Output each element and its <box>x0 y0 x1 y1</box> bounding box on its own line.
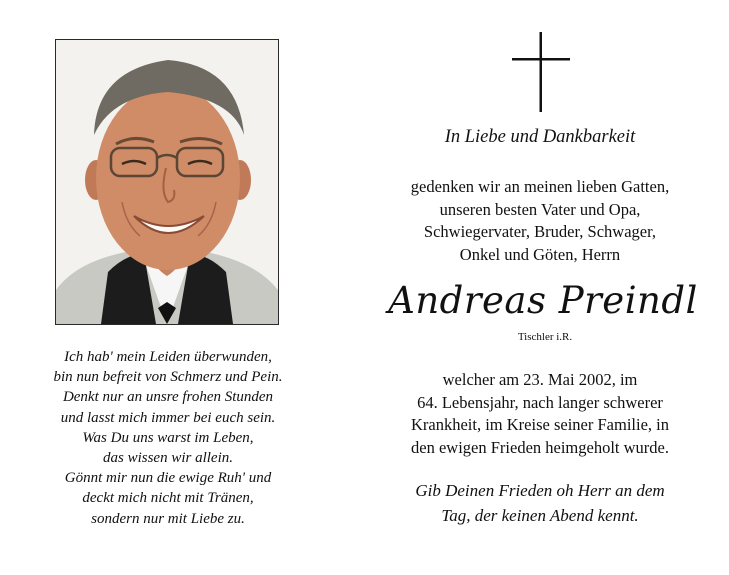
death-details <box>370 369 710 459</box>
details-line: 64. Lebensjahr, nach langer schwerer <box>417 392 663 412</box>
prayer-line: Tag, der keinen Abend kennt. <box>441 506 639 525</box>
cross-icon <box>512 32 570 112</box>
poem-line: deckt mich nicht mit Tränen, <box>82 490 254 507</box>
poem-line: Was Du uns warst im Leben, <box>82 429 254 446</box>
memorial-poem <box>22 347 314 529</box>
portrait-photo <box>55 39 279 325</box>
portrait-image <box>56 40 278 324</box>
poem-line: und lasst mich immer bei euch sein. <box>60 409 276 426</box>
heading: In Liebe und Dankbarkeit <box>444 127 636 147</box>
occupation: Tischler i.R. <box>517 331 573 343</box>
poem-line: bin nun befreit von Schmerz und Pein. <box>53 369 283 386</box>
poem-line: Ich hab' mein Leiden überwunden, <box>64 349 272 365</box>
deceased-name: Andreas Preindl <box>388 279 698 322</box>
details-line: welcher am 23. Mai 2002, im <box>442 370 638 389</box>
poem-line: Gönnt mir nun die ewige Ruh' und <box>64 470 272 487</box>
intro-line: unseren besten Vater und Opa, <box>439 199 641 219</box>
details-line: den ewigen Frieden heimgeholt wurde. <box>411 437 669 457</box>
intro-line: gedenken wir an meinen lieben Gatten, <box>410 177 670 196</box>
poem-line: das wissen wir allein. <box>102 450 233 467</box>
intro-line: Onkel und Göten, Herrn <box>459 244 621 264</box>
closing-prayer <box>370 478 710 528</box>
intro-line: Schwiegervater, Bruder, Schwager, <box>423 222 657 242</box>
details-line: Krankheit, im Kreise seiner Familie, in <box>411 415 669 435</box>
poem-line: Denkt nur an unsre frohen Stunden <box>62 389 274 406</box>
prayer-line: Gib Deinen Frieden oh Herr an dem <box>415 481 665 500</box>
intro-text <box>370 176 710 266</box>
poem-line: sondern nur mit Liebe zu. <box>91 510 245 527</box>
